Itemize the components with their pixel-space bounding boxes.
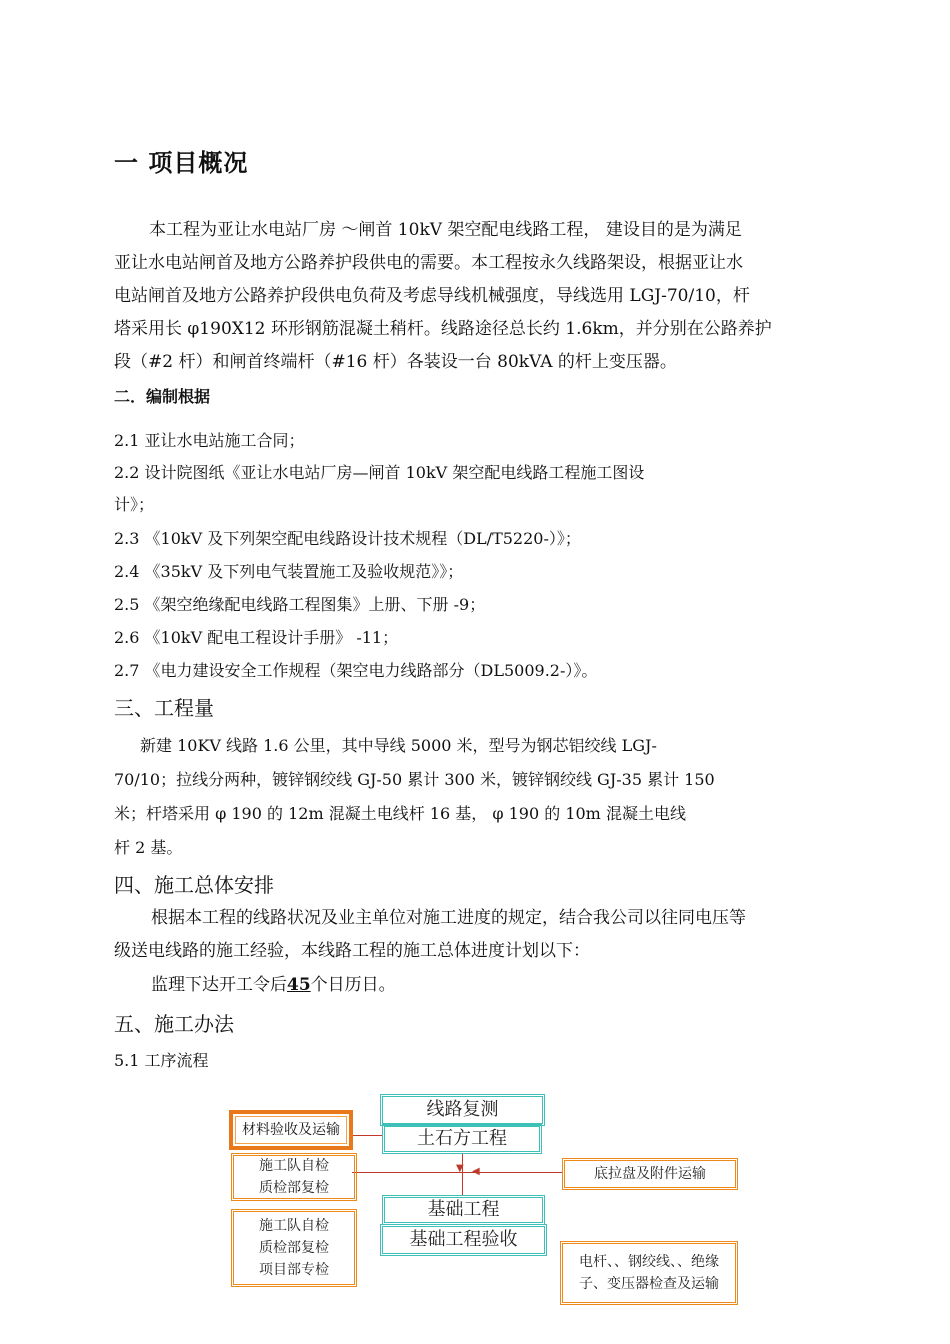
- self-check-2-line-a: 施工队自检: [259, 1218, 329, 1234]
- connector-line: [462, 1153, 463, 1196]
- section-1-line-2: 亚让水电站闸首及地方公路养护段供电的需要。本工程按永久线路架设，根据亚让水: [114, 253, 743, 273]
- arrow-down-icon: ▼: [456, 1163, 464, 1174]
- section-5-title: 五、施工办法: [114, 1012, 234, 1036]
- section-1-line-5: 段（#2 杆）和闸首终端杆（#16 杆）各装设一台 80kVA 的杆上变压器。: [114, 352, 677, 372]
- self-check-2-line-c: 项目部专检: [259, 1262, 329, 1278]
- pole-transport-line-b: 子、变压器检查及运输: [579, 1276, 719, 1292]
- section-1-line-3: 电站闸首及地方公路养护段供电负荷及考虑导线机械强度，导线选用 LGJ-70/10，杆: [114, 286, 750, 306]
- section-4-line-2: 级送电线路的施工经验，本线路工程的施工总体进度计划以下：: [114, 941, 590, 961]
- section-4-title: 四、施工总体安排: [114, 873, 274, 897]
- section-3-line-1: 新建 10KV 线路 1.6 公里，其中导线 5000 米，型号为钢芯铝绞线 LGJ-: [140, 736, 657, 755]
- pole-transport-box: [560, 1241, 738, 1305]
- line-survey-box: 线路复测: [380, 1094, 545, 1126]
- schedule-line: [151, 969, 396, 1002]
- earthwork-box: 土石方工程: [382, 1124, 542, 1154]
- section-2-title: 二．编制根据: [114, 387, 211, 406]
- section-1-line-4: 塔采用长 φ190X12 环形钢筋混凝土稍杆。线路途径总长约 1.6km，并分别在公路养护: [114, 319, 772, 339]
- section-3-line-4: 杆 2 基。: [114, 838, 183, 857]
- section-1-title: 一 项目概况: [114, 149, 249, 177]
- section-4-line-1: 根据本工程的线路状况及业主单位对施工进度的规定，结合我公司以往同电压等: [151, 908, 746, 928]
- reference-item: 2.2 设计院图纸《亚让水电站厂房—闸首 10kV 架空配电线路工程施工图设: [114, 463, 645, 482]
- self-check-1-line-b: 质检部复检: [259, 1180, 329, 1196]
- reference-item: 2.7 《电力建设安全工作规程（架空电力线路部分（DL5009.2-）》。: [114, 661, 598, 680]
- reference-item: 2.6 《10kV 配电工程设计手册》 -11；: [114, 628, 399, 647]
- self-check-2-line-b: 质检部复检: [259, 1240, 329, 1256]
- schedule-days: 45: [287, 975, 311, 995]
- self-check-1-line-a: 施工队自检: [259, 1158, 329, 1174]
- schedule-suffix: 个日历日。: [310, 975, 396, 995]
- reference-item: 计》；: [114, 495, 155, 514]
- section-3-title: 三、工程量: [114, 696, 214, 720]
- base-plate-box: 底拉盘及附件运输: [562, 1158, 738, 1190]
- schedule-prefix: 监理下达开工令后: [151, 975, 287, 995]
- section-1-line-1: 本工程为亚让水电站厂房 ～闸首 10kV 架空配电线路工程， 建设目的是为满足: [149, 220, 742, 240]
- self-check-box-1: [231, 1153, 357, 1201]
- reference-item: 2.3 《10kV 及下列架空配电线路设计技术规程（DL/T5220-）》；: [114, 529, 581, 548]
- material-inspection-box: 材料验收及运输: [229, 1110, 353, 1150]
- section-5-subtitle: 5.1 工序流程: [114, 1051, 209, 1070]
- reference-item: 2.1 亚让水电站施工合同；: [114, 431, 305, 450]
- foundation-acceptance-box: 基础工程验收: [380, 1224, 547, 1256]
- foundation-box: 基础工程: [382, 1195, 545, 1225]
- pole-transport-line-a: 电杆、、钢绞线、、绝缘: [579, 1254, 719, 1270]
- reference-item: 2.4 《35kV 及下列电气装置施工及验收规范》》；: [114, 562, 464, 581]
- section-3-line-3: 米；杆塔采用 φ 190 的 12m 混凝土电线杆 16 基， φ 190 的 10m 混凝土电线: [114, 804, 686, 823]
- arrow-left-icon: ◀: [472, 1166, 480, 1177]
- connector-line: [352, 1135, 382, 1136]
- self-check-box-2: [231, 1209, 357, 1287]
- section-3-line-2: 70/10；拉线分两种，镀锌钢绞线 GJ-50 累计 300 米，镀锌钢绞线 GJ-35 累计 150: [114, 770, 715, 789]
- reference-item: 2.5 《架空绝缘配电线路工程图集》上册、下册 -9；: [114, 595, 486, 614]
